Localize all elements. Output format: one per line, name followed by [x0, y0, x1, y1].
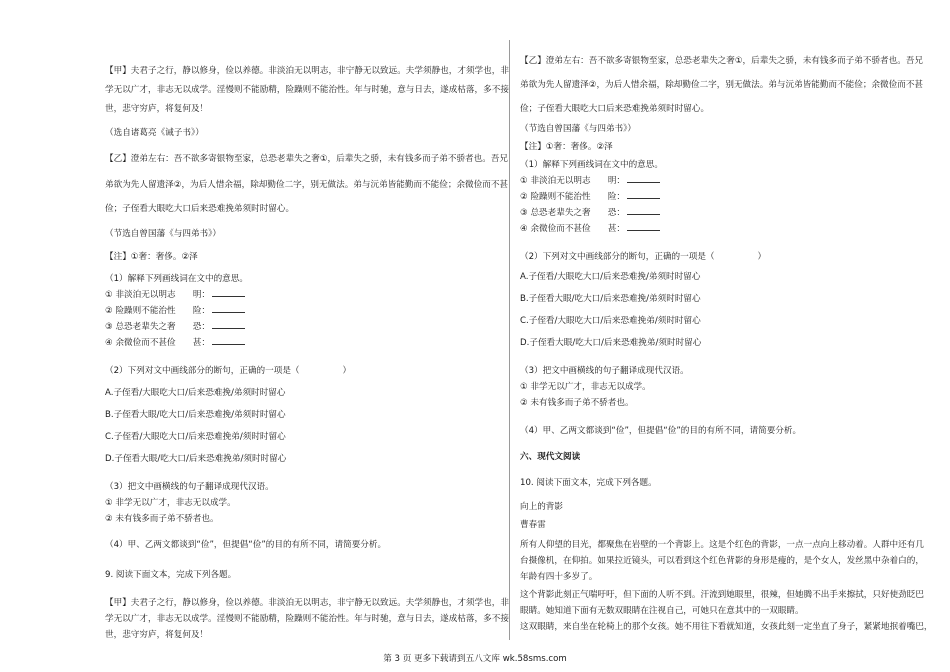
- jia2-passage-line: 【甲】夫君子之行，静以修身，俭以养德。非淡泊无以明志，非宁静无以致远。夫学须静也，才须学也，非: [105, 598, 509, 608]
- story-author: 曹春雷: [520, 520, 546, 530]
- answer-blank[interactable]: [212, 336, 245, 345]
- note: 【注】①奢：奢侈。②泽: [105, 252, 198, 262]
- q3-title: （3）把文中画横线的句子翻译成现代汉语。: [520, 366, 689, 376]
- jia-source: （选自诸葛亮《诫子书》）: [105, 128, 204, 138]
- q3-item: ② 未有钱多而子弟不骄者也。: [520, 398, 634, 408]
- story-line: 这个背影此刻正气喘吁吁，但下面的人听不到。汗流到她眼里，很辣，但她腾不出手来擦拭，只好使劲眨巴: [520, 590, 924, 600]
- q1-item: ② 险躁则不能治性 险：: [105, 302, 245, 322]
- q1-item: ③ 总恐老辈失之奢 恐：: [520, 204, 660, 224]
- left-column: [105, 0, 509, 672]
- jia2-passage-line: 世，悲守穷庐，将复何及！: [105, 630, 209, 640]
- jia-passage-line: 世，悲守穷庐，将复何及！: [105, 104, 209, 114]
- yi-source: （节选自曾国藩《与四弟书》）: [105, 229, 222, 239]
- answer-blank[interactable]: [212, 304, 245, 313]
- note: 【注】①奢：奢侈。②泽: [520, 142, 613, 152]
- answer-blank[interactable]: [212, 288, 245, 297]
- q2-title: （2）下列对文中画线部分的断句，正确的一项是（ ）: [105, 366, 352, 376]
- q1-item: ① 非淡泊无以明志 明：: [520, 172, 660, 192]
- q2-option-d: D.子侄看大眼/吃大口/后来恐难挽弟/须时时留心: [105, 454, 287, 464]
- q1-item: ③ 总恐老辈失之奢 恐：: [105, 318, 245, 338]
- q2-option-a: A.子侄看/大眼吃大口/后来恐难挽/弟须时时留心: [520, 272, 701, 282]
- story-line: 台摄像机，在仰拍。如果拉近镜头，可以看到这个红色背影的身形是瘦的，是个女人，发丝黑中杂着白的，: [520, 556, 924, 566]
- q3-item: ① 非学无以广才，非志无以成学。: [105, 498, 236, 508]
- column-divider: [509, 40, 510, 640]
- story-line: 这双眼睛，来自坐在轮椅上的那个女孩。她不用往下看就知道，女孩此刻一定坐直了身子，紧紧地抿着嘴巴，: [520, 622, 933, 632]
- q2-option-b: B.子侄看大眼/吃大口/后来恐难挽/弟须时时留心: [105, 410, 286, 420]
- story-line: 所有人仰望的目光，都聚焦在岩壁的一个背影上。这是个红色的背影，一点一点向上移动着。人群中还有几: [520, 540, 924, 550]
- q10: 10. 阅读下面文本，完成下列各题。: [520, 478, 657, 488]
- q9: 9. 阅读下面文本，完成下列各题。: [105, 570, 237, 580]
- q3-item: ① 非学无以广才，非志无以成学。: [520, 382, 651, 392]
- q2-option-b: B.子侄看大眼/吃大口/后来恐难挽/弟须时时留心: [520, 294, 701, 304]
- yi-passage-line: 【乙】澄弟左右：吾不欲多寄银物至家，总恐老辈失之奢①，后辈失之骄，未有钱多而子弟不骄者也。吾兄: [520, 56, 924, 66]
- q2-option-d: D.子侄看大眼/吃大口/后来恐难挽弟/须时时留心: [520, 338, 702, 348]
- yi-passage-line: 弟欲为先人留遗泽②，为后人惜余福，除却勤俭二字，别无做法。弟与沅弟皆能勤而不能俭；余微俭而不甚: [520, 80, 924, 90]
- yi-passage-line: 俭；子侄看大眼吃大口后来恐难挽弟须时时留心。: [105, 204, 295, 214]
- q1-item: ④ 余微俭而不甚俭 甚：: [520, 220, 660, 240]
- story-title: 向上的背影: [520, 502, 563, 512]
- q1-item: ② 险躁则不能治性 险：: [520, 188, 660, 208]
- story-line: 年龄有四十多岁了。: [520, 572, 598, 582]
- q2-option-a: A.子侄看/大眼吃大口/后来恐难挽/弟须时时留心: [105, 388, 286, 398]
- answer-blank[interactable]: [627, 222, 660, 231]
- yi-passage-line: 【乙】澄弟左右：吾不欲多寄银物至家，总恐老辈失之奢①，后辈失之骄，未有钱多而子弟不骄者也。吾兄: [105, 154, 509, 164]
- q1-title: （1）解释下列画线词在文中的意思。: [105, 274, 248, 284]
- jia-passage-line: 【甲】夫君子之行，静以修身，俭以养德。非淡泊无以明志，非宁静无以致远。夫学须静也，才须学也，非: [105, 66, 509, 76]
- q1-item: ④ 余微俭而不甚俭 甚：: [105, 334, 245, 354]
- jia2-passage-line: 学无以广才，非志无以成学。淫慢则不能励精，险躁则不能治性。年与时驰，意与日去，遂成枯落，多不接: [105, 614, 509, 624]
- q1-item: ① 非淡泊无以明志 明：: [105, 286, 245, 306]
- answer-blank[interactable]: [627, 174, 660, 183]
- right-column: [520, 0, 933, 672]
- answer-blank[interactable]: [627, 190, 660, 199]
- q2-option-c: C.子侄看/大眼吃大口/后来恐难挽弟/须时时留心: [520, 316, 701, 326]
- q1-title: （1）解释下列画线词在文中的意思。: [520, 160, 663, 170]
- page-footer: 第 3 页 更多下载请到五八文库 wk.58sms.com: [383, 654, 567, 664]
- q4: （4）甲、乙两文都谈到“俭”，但提倡“俭”的目的有所不同，请简要分析。: [520, 426, 802, 436]
- answer-blank[interactable]: [627, 206, 660, 215]
- section-heading: 六、现代文阅读: [520, 452, 581, 462]
- q4: （4）甲、乙两文都谈到“俭”，但提倡“俭”的目的有所不同，请简要分析。: [105, 540, 387, 550]
- q2-title: （2）下列对文中画线部分的断句，正确的一项是（ ）: [520, 252, 767, 262]
- q2-option-c: C.子侄看/大眼吃大口/后来恐难挽弟/须时时留心: [105, 432, 286, 442]
- answer-blank[interactable]: [212, 320, 245, 329]
- q3-title: （3）把文中画横线的句子翻译成现代汉语。: [105, 482, 274, 492]
- q3-item: ② 未有钱多而子弟不骄者也。: [105, 514, 219, 524]
- yi-passage-line: 弟欲为先人留遗泽②，为后人惜余福，除却勤俭二字，别无做法。弟与沅弟皆能勤而不能俭；余微俭而不甚: [105, 180, 509, 190]
- yi-source: （节选自曾国藩《与四弟书》）: [520, 124, 637, 134]
- story-line: 眼睛。她知道下面有无数双眼睛在注视自己，可她只在意其中的一双眼睛。: [520, 606, 804, 616]
- jia-passage-line: 学无以广才，非志无以成学。淫慢则不能励精，险躁则不能治性。年与时驰，意与日去，遂成枯落，多不接: [105, 85, 509, 95]
- yi-passage-line: 俭；子侄看大眼吃大口后来恐难挽弟须时时留心。: [520, 104, 710, 114]
